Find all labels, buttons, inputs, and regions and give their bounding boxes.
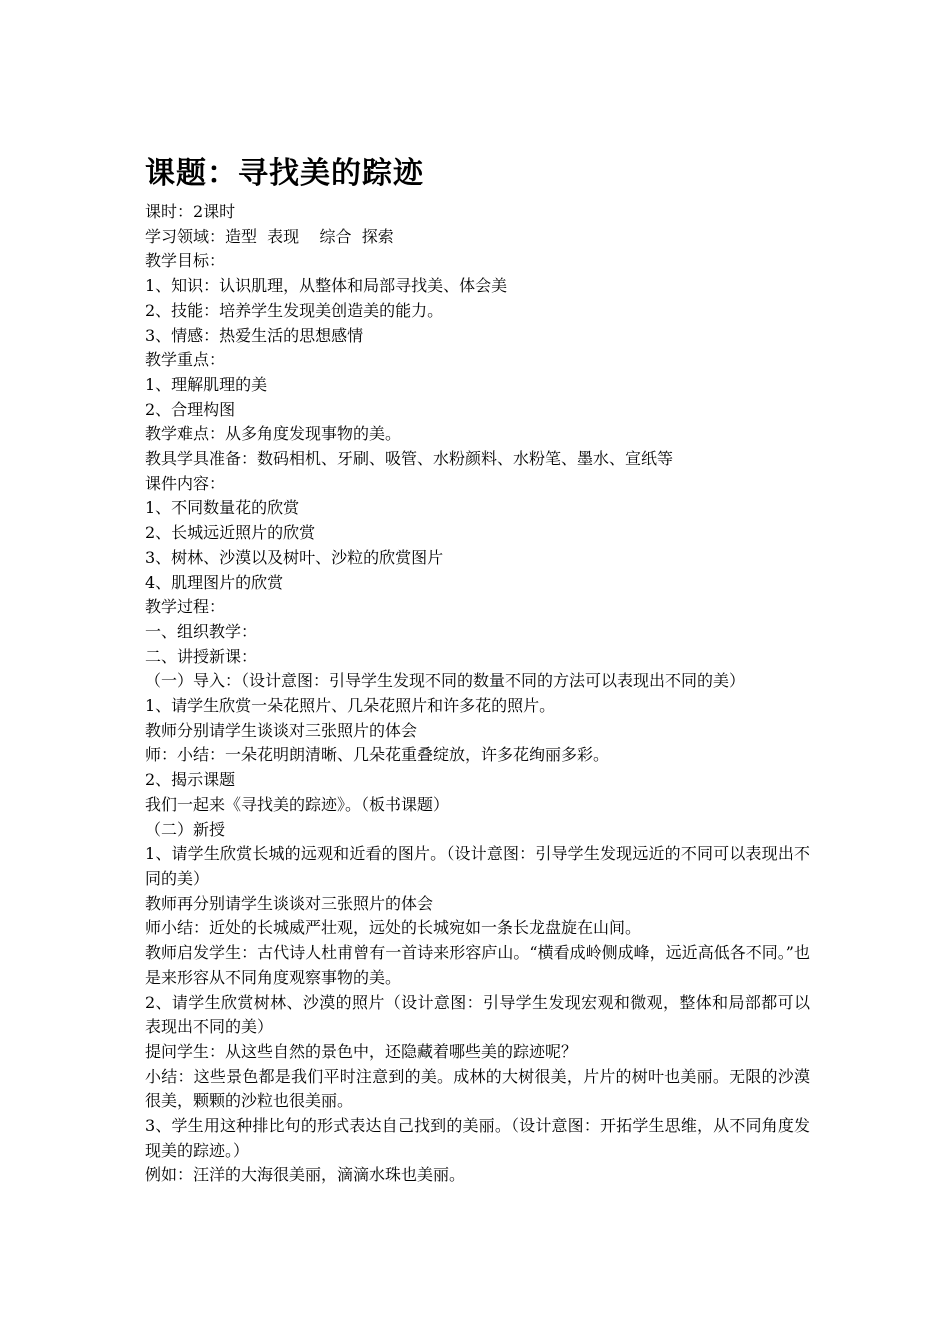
- text-line: 2、合理构图: [145, 399, 236, 419]
- text-line: 1、请学生欣赏长城的远观和近看的图片。（设计意图：引导学生发现远近的不同可以表现出不同的美）: [145, 844, 810, 888]
- text-line: 4、肌理图片的欣赏: [145, 572, 284, 592]
- text-line: 二、讲授新课：: [145, 646, 258, 666]
- text-line: 教学过程：: [145, 597, 226, 617]
- text-line: 2、长城远近照片的欣赏: [145, 523, 316, 543]
- text-line: 教师分别请学生谈谈对三张照片的体会: [145, 720, 418, 740]
- text-line: 教学目标：: [145, 251, 226, 271]
- text-line: 教学难点：从多角度发现事物的美。: [145, 424, 402, 444]
- text-line: （二）新授: [145, 819, 226, 839]
- text-line: 小结：这些景色都是我们平时注意到的美。成林的大树很美，片片的树叶也美丽。无限的沙漠很美，颗颗的沙粒也很美丽。: [145, 1066, 810, 1111]
- text-line: 1、理解肌理的美: [145, 374, 268, 394]
- text-line: 2、技能：培养学生发现美创造美的能力。: [145, 300, 444, 320]
- text-line: 课时：2课时: [145, 202, 236, 221]
- text-line: 我们一起来《寻找美的踪迹》。（板书课题）: [145, 794, 450, 814]
- text-line: 3、情感：热爱生活的思想感情: [145, 325, 364, 345]
- text-line: 师小结：近处的长城威严壮观，远处的长城宛如一条长龙盘旋在山间。: [145, 918, 642, 938]
- text-line: 2、揭示课题: [145, 770, 236, 790]
- text-line: 一、组织教学：: [145, 621, 258, 641]
- text-line: （一）导入：（设计意图：引导学生发现不同的数量不同的方法可以表现出不同的美）: [145, 671, 746, 691]
- text-line: 1、请学生欣赏一朵花照片、几朵花照片和许多花的照片。: [145, 696, 556, 716]
- text-line: 3、学生用这种排比句的形式表达自己找到的美丽。（设计意图：开拓学生思维，从不同角度发现美的踪迹。）: [145, 1116, 810, 1160]
- text-line: 教学重点：: [145, 350, 226, 370]
- text-line: 教师启发学生：古代诗人杜甫曾有一首诗来形容庐山。“横看成岭侧成峰，远近高低各不同。”也是来形容从不同角度观察事物的美。: [145, 943, 810, 987]
- text-line: 师：小结：一朵花明朗清晰、几朵花重叠绽放，许多花绚丽多彩。: [145, 745, 610, 765]
- text-line: 教师再分别请学生谈谈对三张照片的体会: [145, 893, 434, 913]
- text-line: 学习领域：造型 表现 综合 探索: [145, 226, 394, 246]
- document-body: [145, 150, 810, 1188]
- text-line: 课件内容：: [145, 473, 226, 493]
- text-line: 教具学具准备：数码相机、牙刷、吸管、水粉颜料、水粉笔、墨水、宣纸等: [145, 449, 674, 469]
- text-line: 1、知识：认识肌理，从整体和局部寻找美、体会美: [145, 276, 508, 296]
- text-line: 提问学生：从这些自然的景色中，还隐藏着哪些美的踪迹呢？: [145, 1041, 578, 1061]
- page-title: 课题：寻找美的踪迹: [145, 156, 424, 191]
- text-line: 3、树林、沙漠以及树叶、沙粒的欣赏图片: [145, 547, 444, 567]
- text-line: 2、请学生欣赏树林、沙漠的照片（设计意图：引导学生发现宏观和微观，整体和局部都可以表现出不同的美）: [145, 992, 810, 1037]
- text-line: 1、不同数量花的欣赏: [145, 498, 300, 518]
- text-line: 例如：汪洋的大海很美丽，滴滴水珠也美丽。: [145, 1165, 466, 1185]
